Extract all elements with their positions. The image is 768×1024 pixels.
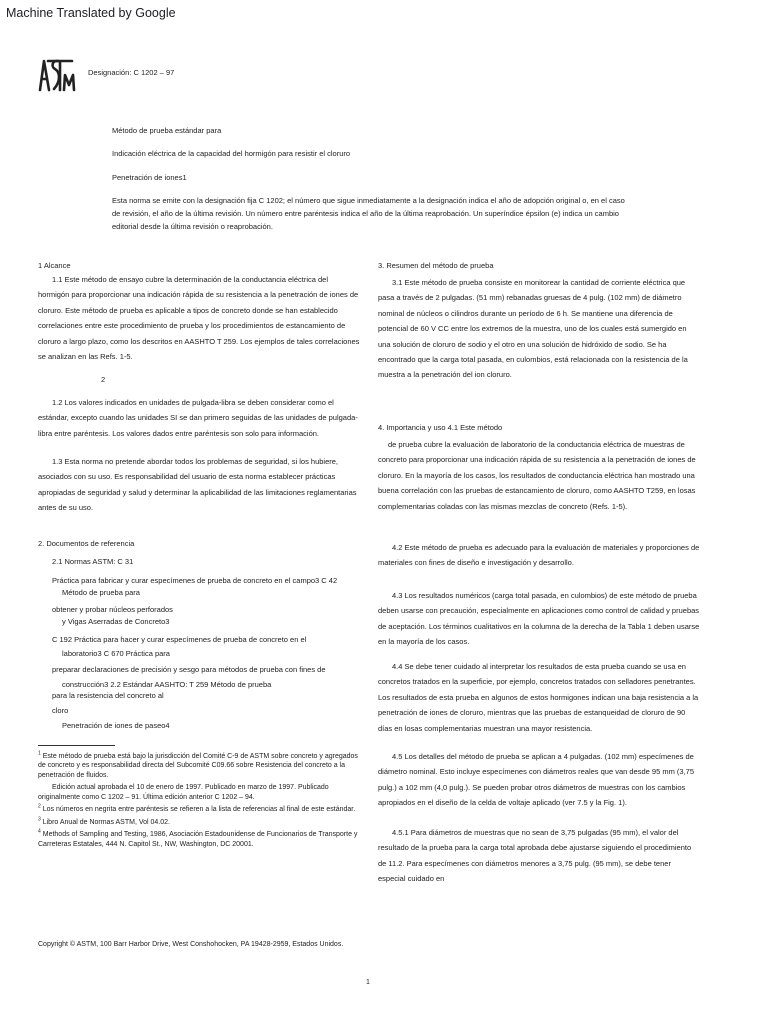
ref-c670-line2: preparar declaraciones de precisión y sesgo para métodos de prueba con fines de: [52, 665, 326, 674]
title-line-2: Indicación eléctrica de la capacidad del hormigón para resistir el cloruro: [112, 149, 351, 159]
title-line-3: Penetración de iones1: [112, 172, 187, 182]
para-4-1: de prueba cubre la evaluación de laboratorio de la conductancia eléctrica de muestras de concreto para proporcionar una indicación rápida de su resistencia a la penetración de iones de cloruro. En la mayoría de los casos, los resultados de conductancia eléctrica han mostrado una buena correlación con las pruebas de estancamiento de cloruro, como AASHTO T259, en losas complementarias coladas con las mismas mezclas de concreto (Refs. 1-5).: [378, 440, 696, 511]
page-number: 1: [366, 979, 370, 986]
para-4-5-1: 4.5.1 Para diámetros de muestras que no sean de 3,75 pulgadas (95 mm), el valor del resultado de la prueba para la carga total aprobada debe ajustarse siguiendo el procedimiento de 11.2. Para especímenes con diámetros menores a 3,75 pulg. (95 mm), se debe tener especial cuidado en: [378, 828, 692, 884]
footnote-2: [38, 805, 360, 814]
section-4-heading: 4. Importancia y uso 4.1 Este método: [378, 423, 503, 432]
ref-c42-line2: obtener y probar núcleos perforados: [52, 605, 173, 614]
para-1-2: 1.2 Los valores indicados en unidades de pulgada-libra se deben considerar como el estándar, excepto cuando las unidades SI se dan primero seguidas de las unidades de pulgada-libra entre paréntesis. Los valores dados entre paréntesis son solo para información.: [38, 398, 358, 438]
para-4-4: 4.4 Se debe tener cuidado al interpretar los resultados de esta prueba cuando se usa en concretos tratados en la superficie, por ejemplo, concretos tratados con selladores penetrantes. Los resultados de esta prueba en algunos de estos hormigones indican una baja resistencia a la penetración de iones de cloruro, mientras que las pruebas de estanqueidad de cloruro de 90 días en losas complementarias muestran una mayor resistencia.: [378, 662, 699, 733]
footnote-1-text: Este método de prueba está bajo la jurisdicción del Comité C-9 de ASTM sobre concreto y agregados de concreto y es responsabilidad directa del Subcomité C09.66 sobre Resistencia del concreto a la penetración de fluidos.: [38, 753, 358, 779]
section-1-heading: 1 Alcance: [38, 261, 71, 270]
footnote-4: [38, 830, 360, 849]
section-3-heading: 3. Resumen del método de prueba: [378, 261, 494, 270]
ref-c42-line3: y Vigas Aserradas de Concreto3: [62, 617, 170, 626]
translation-banner: Machine Translated by Google: [6, 6, 176, 20]
footnote-1-marker: 1: [38, 750, 41, 757]
para-4-3: 4.3 Los resultados numéricos (carga total pasada, en culombios) de este método de prueba deben usarse con precaución, especialmente en aplicaciones como control de calidad y pruebas de aceptación. Los términos cualitativos en la columna de la derecha de la Tabla 1 deben usarse en la mayoría de los casos.: [378, 591, 700, 647]
ref-t259-line3: cloro: [52, 706, 69, 715]
para-2-1: 2.1 Normas ASTM: C 31: [52, 557, 134, 566]
para-3-1: 3.1 Este método de prueba consiste en monitorear la cantidad de corriente eléctrica que pasa a través de 2 pulgadas. (51 mm) rebanadas gruesas de 4 pulg. (102 mm) de diámetro nominal de núcleos o cilindros durante un período de 6 h. Se mantiene una diferencia de potencial de 60 V CC entre los extremos de la muestra, uno de los cuales está sumergido en una solución de cloruro de sodio y el otro en una solución de hidróxido de sodio. Se ha encontrado que la carga total pasada, en culombios, está relacionada con la resistencia de la muestra a la penetración del ion cloruro.: [378, 278, 688, 380]
astm-logo: [38, 57, 78, 96]
footnote-2-marker: 2: [38, 803, 41, 810]
ref-c42-title: Método de prueba para: [62, 588, 140, 597]
para-1-1-superscript: 2: [101, 375, 106, 384]
para-1-1: 1.1 Este método de ensayo cubre la determinación de la conductancia eléctrica del hormigón para proporcionar una indicación rápida de su resistencia a la penetración de iones de cloruro. Este método de prueba es aplicable a tipos de concreto donde se han establecido correlaciones entre este procedimiento de prueba y los procedimientos de estancamiento de cloruro a largo plazo, como los descritos en AASHTO T 259. Los ejemplos de tales correlaciones se analizan en las Refs. 1-5.: [38, 275, 360, 361]
footnote-3: [38, 818, 360, 827]
footnote-1: [38, 752, 360, 780]
para-1-3: 1.3 Esta norma no pretende abordar todos los problemas de seguridad, si los hubiere, asociados con su uso. Es responsabilidad del usuario de esta norma establecer prácticas apropiadas de seguridad y salud y determinar la aplicabilidad de las limitaciones reglamentarias antes de su uso.: [38, 457, 357, 513]
section-2-heading: 2. Documentos de referencia: [38, 539, 135, 548]
footnote-3-text: Libro Anual de Normas ASTM, Vol 04.02.: [42, 818, 170, 826]
designation: Designación: C 1202 – 97: [88, 68, 175, 77]
footnote-4-marker: 4: [38, 828, 41, 835]
footnote-1b: Edición actual aprobada el 10 de enero de 1997. Publicado en marzo de 1997. Publicado originalmente como C 1202 – 91. Última edición anterior C 1202 – 94.: [38, 784, 329, 801]
ref-c192: C 192 Práctica para hacer y curar especímenes de prueba de concreto en el: [52, 635, 307, 644]
ref-c670: laboratorio3 C 670 Práctica para: [62, 649, 170, 658]
ref-t259-line2: para la resistencia del concreto al: [52, 691, 164, 700]
para-4-2: 4.2 Este método de prueba es adecuado para la evaluación de materiales y proporciones de materiales con fines de diseño e investigación y desarrollo.: [378, 543, 700, 568]
para-4-5: 4.5 Los detalles del método de prueba se aplican a 4 pulgadas. (102 mm) especímenes de diámetro nominal. Esto incluye especímenes con diámetros reales que van desde 95 mm (3,75 pulg.) a 102 mm (4,0 pulg.). Se pueden probar otros diámetros de muestras con los cambios apropiados en el diseño de la celda de voltaje aplicado (ver 7.5 y la Fig. 1).: [378, 752, 694, 808]
ref-aashto: construcción3 2.2 Estándar AASHTO: T 259 Método de prueba: [62, 680, 272, 689]
footnotes: [38, 752, 360, 852]
footnote-rule: [38, 745, 115, 746]
astm-logo-mark: [38, 57, 78, 93]
ref-c31: Práctica para fabricar y curar especímenes de prueba de concreto en el campo3 C 42: [52, 576, 338, 585]
footnote-2-text: Los números en negrita entre paréntesis se refieren a la lista de referencias al final de este estándar.: [42, 806, 356, 814]
intro-paragraph: Esta norma se emite con la designación fija C 1202; el número que sigue inmediatamente a la designación indica el año de adopción original o, en el caso de revisión, el año de la última revisión. Un número entre paréntesis indica el año de la última reaprobación. Un superíndice épsilon (e) indica un cambio editorial desde la última revisión o reaprobación.: [112, 196, 625, 231]
ref-t259-line4: Penetración de iones de paseo4: [62, 721, 170, 730]
footnote-3-marker: 3: [38, 816, 41, 823]
footnote-4-text: Methods of Sampling and Testing, 1986, Asociación Estadounidense de Funcionarios de Transporte y Carreteras Estatales, 444 N. Capitol St., NW, Washington, DC 20001.: [38, 831, 358, 848]
copyright-notice: Copyright © ASTM, 100 Barr Harbor Drive, West Conshohocken, PA 19428-2959, Estados Unidos.: [38, 941, 344, 948]
title-line-1: Método de prueba estándar para: [112, 126, 222, 135]
title-block: [112, 125, 442, 195]
